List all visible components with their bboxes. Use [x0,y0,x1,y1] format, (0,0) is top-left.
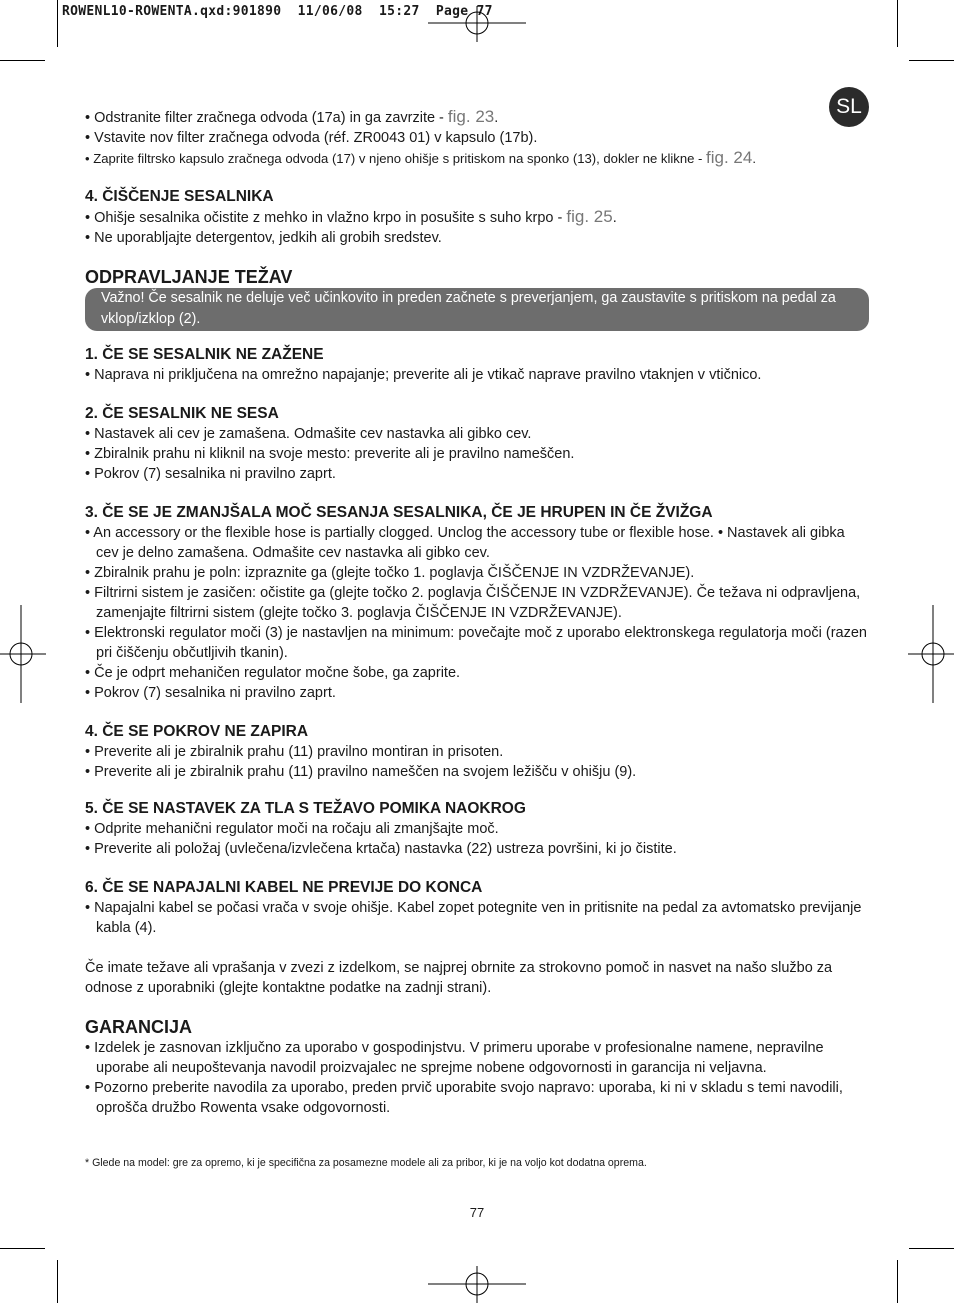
list-item: • Pozorno preberite navodila za uporabo, preden prvič uporabite svojo napravo: uporaba, ki ni v skladu s temi navodili, oprošča družbo Rowenta vsake odgovornosti. [85,1080,843,1116]
list-item: • Preverite ali položaj (uvlečena/izvlečena krtača) nastavka (22) ustreza površini, ki jo čistite. [85,841,677,857]
registration-mark-icon [428,1266,526,1303]
chapter-heading: ODPRAVLJANJE TEŽAV [85,267,293,287]
list-item: • Izdelek je zasnovan izključno za uporabo v gospodinjstvu. V primeru uporabe v profesionalne namene, nepravilne uporabe ali neupoštevanja navodil proizvajalec ne sprejme nobene odgovornosti in garancija ni veljavna. [85,1040,824,1076]
registration-mark-icon [428,6,526,42]
list-item: • Pokrov (7) sesalnika ni pravilno zaprt. [85,685,336,701]
chapter-heading: GARANCIJA [85,1017,193,1037]
list-item: • Pokrov (7) sesalnika ni pravilno zaprt. [85,466,336,482]
footnote: * Glede na model: gre za opremo, ki je specifična za posamezne modele ali za pribor, ki je na voljo kot dodatna oprema. [85,1157,647,1169]
list-item: • Odprite mehanični regulator moči na ročaju ali zmanjšajte moč. [85,821,499,837]
figure-reference: fig. 24 [706,148,753,167]
registration-mark-icon [908,605,954,703]
language-badge: SL [829,87,869,127]
crop-mark [897,1260,898,1303]
section-heading: 2. ČE SESALNIK NE SESA [85,405,279,422]
list-item: • Naprava ni priključena na omrežno napajanje; preverite ali je vtikač naprave pravilno vtaknjen v vtičnico. [85,367,762,383]
section-heading: 6. ČE SE NAPAJALNI KABEL NE PREVIJE DO KONCA [85,879,483,896]
list-item: • Napajalni kabel se počasi vrača v svoje ohišje. Kabel zopet potegnite ven in pritisnite na pedal za avtomatsko previjanje kabla (4). [85,900,862,936]
crop-mark [0,1248,45,1249]
list-item: • Nastavek ali cev je zamašena. Odmašite cev nastavka ali gibko cev. [85,426,532,442]
printer-slug: ROWENL10-ROWENTA.qxd:901890 11/06/08 15:27 Page 77 [62,4,493,19]
list-item: • Odstranite filter zračnega odvoda (17a) in ga zavrzite - fig. 23. [85,107,499,126]
crop-mark [909,60,954,61]
list-item: • Ohišje sesalnika očistite z mehko in vlažno krpo in posušite s suho krpo - fig. 25. [85,207,617,226]
figure-reference: fig. 25 [566,207,613,226]
list-item: • Če je odprt mehaničen regulator močne šobe, ga zaprite. [85,665,461,681]
registration-mark-icon [0,605,46,703]
section-heading: 1. ČE SE SESALNIK NE ZAŽENE [85,346,324,363]
list-item: • Vstavite nov filter zračnega odvoda (réf. ZR0043 01) v kapsulo (17b). [85,130,538,146]
list-item: • Preverite ali je zbiralnik prahu (11) pravilno nameščen na svojem ležišču v ohišju (9). [85,764,637,780]
list-item: • An accessory or the flexible hose is partially clogged. Unclog the accessory tube or flexible hose. • Nastavek ali gibka cev je delno zamašena. Odmašite cev nastavka ali gibko cev. [85,525,845,561]
figure-reference: fig. 23 [447,107,495,126]
section-heading: 4. ČIŠČENJE SESALNIKA [85,188,274,205]
page-content [85,107,869,1170]
list-item: • Filtrirni sistem je zasičen: očistite ga (glejte točko 2. poglavja ČIŠČENJE IN VZDRŽEVANJE). Če težava ni odpravljena, zamenjajte filtrirni sistem (glejte točko 3. poglavja ČIŠČENJE IN VZDRŽEVANJE). [85,585,861,621]
notice-box: Važno! Če sesalnik ne deluje več učinkovito in preden začnete s preverjanjem, ga zaustavite s pritiskom na pedal za vklop/izklop (2). [85,288,869,331]
crop-mark [909,1248,954,1249]
contact-paragraph: Če imate težave ali vprašanja v zvezi z izdelkom, se najprej obrnite za strokovno pomoč in nasvet na našo službo za odnose z uporabniki (glejte kontaktne podatke na zadnji strani). [85,960,833,996]
list-item: • Ne uporabljajte detergentov, jedkih ali grobih sredstev. [85,230,442,246]
crop-mark [0,60,45,61]
page-number: 77 [469,1205,485,1220]
section-heading: 3. ČE SE JE ZMANJŠALA MOČ SESANJA SESALNIKA, ČE JE HRUPEN IN ČE ŽVIŽGA [85,504,713,521]
list-item: • Zaprite filtrsko kapsulo zračnega odvoda (17) v njeno ohišje s pritiskom na sponko (13), dokler ne klikne - fig. 24. [85,148,756,167]
crop-mark [897,0,898,47]
list-item: • Elektronski regulator moči (3) je nastavljen na minimum: povečajte moč z uporabo elektronskega regulatorja moči (razen pri čiščenju občutljivih tkanin). [85,625,867,661]
list-item: • Zbiralnik prahu je poln: izpraznite ga (glejte točko 1. poglavja ČIŠČENJE IN VZDRŽEVANJE). [85,565,695,581]
section-heading: 5. ČE SE NASTAVEK ZA TLA S TEŽAVO POMIKA NAOKROG [85,800,526,817]
crop-mark [57,1260,58,1303]
section-heading: 4. ČE SE POKROV NE ZAPIRA [85,723,309,740]
list-item: • Preverite ali je zbiralnik prahu (11) pravilno montiran in prisoten. [85,744,504,760]
list-item: • Zbiralnik prahu ni kliknil na svoje mesto: preverite ali je pravilno nameščen. [85,446,575,462]
crop-mark [57,0,58,47]
